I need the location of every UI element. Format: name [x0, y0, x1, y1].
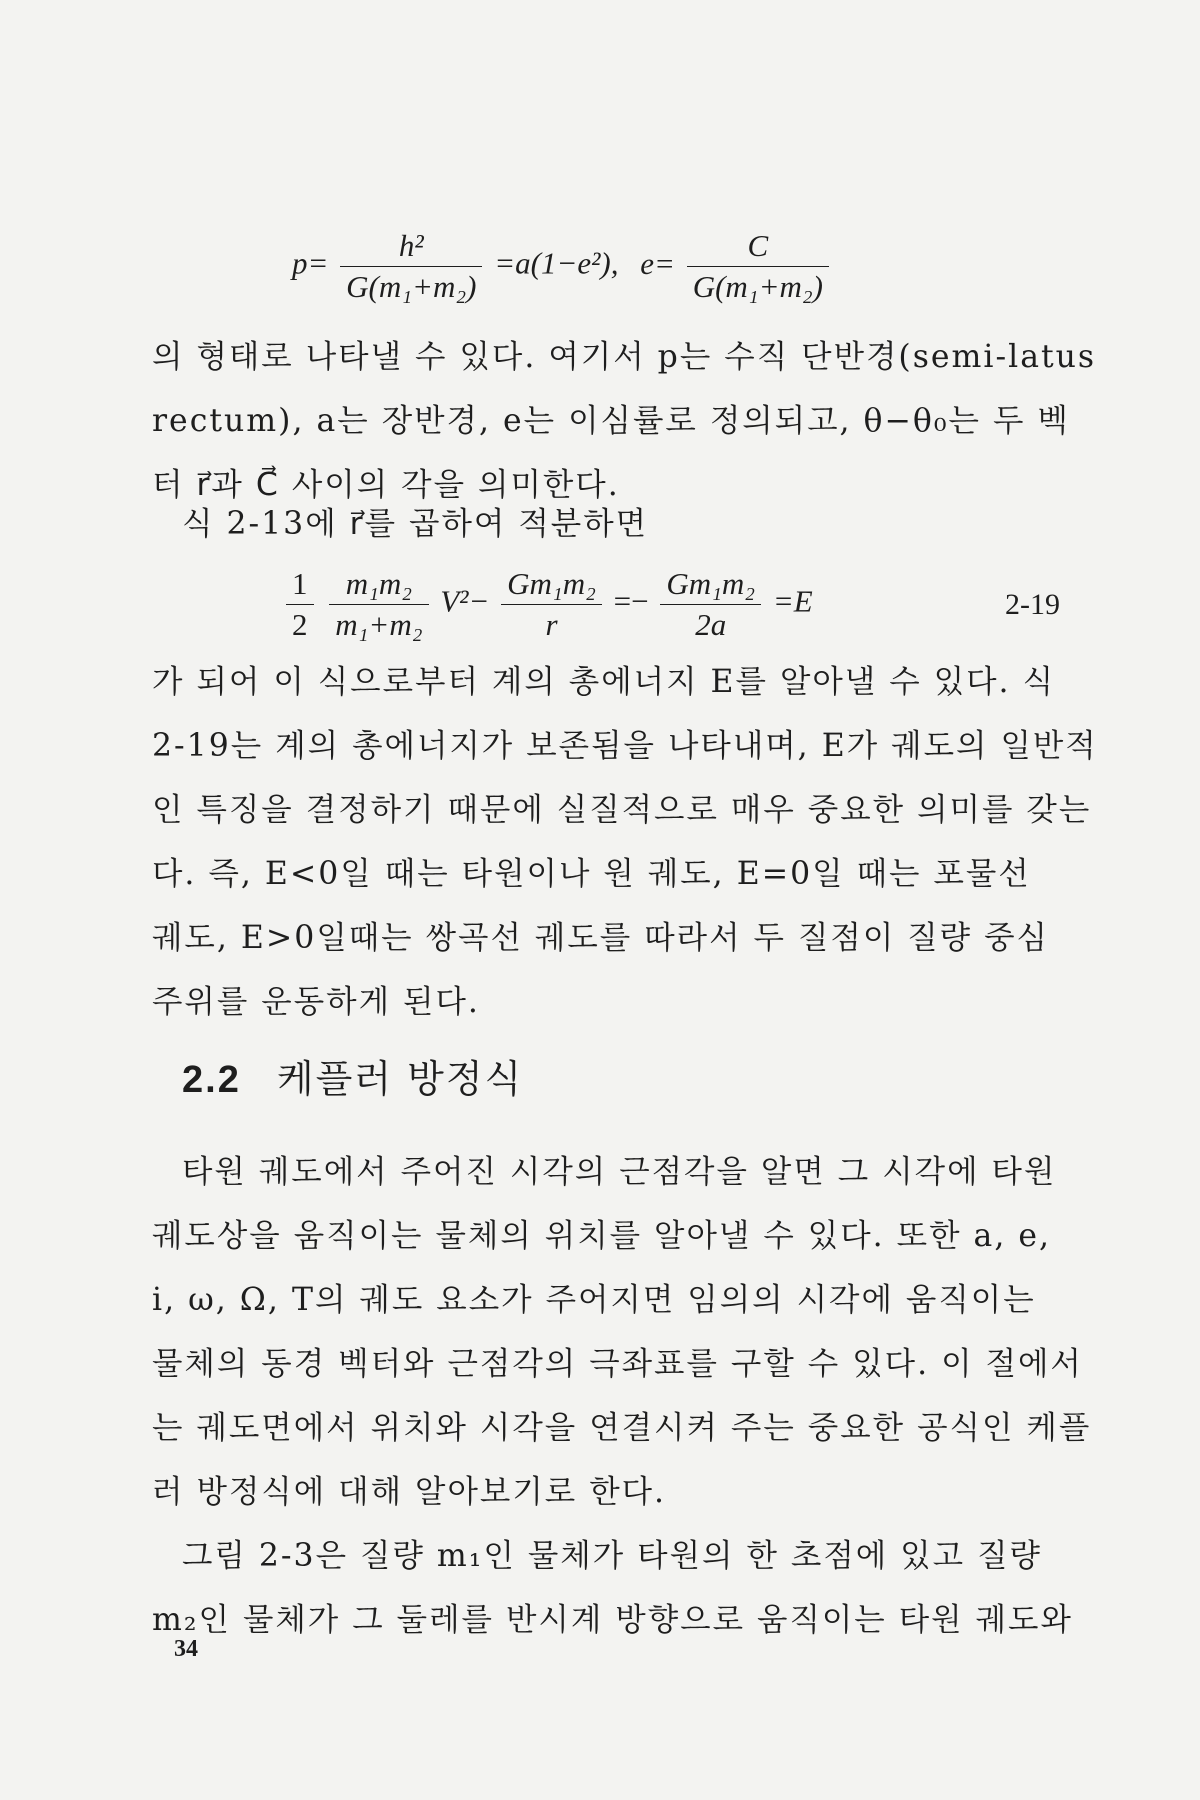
para4-line: i, ω, Ω, T의 궤도 요소가 주어지면 임의의 시각에 움직이는 [152, 1282, 1036, 1318]
eq2-f3-num: Gm₁m₂ [507, 566, 596, 601]
paragraph-energy [152, 650, 1098, 1034]
eq2-fraction-reduced-mass [329, 566, 428, 643]
para3-line: 2-19는 계의 총에너지가 보존됨을 나타내며, E가 궤도의 일반적 [152, 728, 1098, 764]
eq1-p: p= [292, 245, 329, 281]
paragraph-integrate [182, 492, 882, 556]
para1-line: 터 r⃗과 C⃗ 사이의 각을 의미한다. [152, 467, 620, 503]
eq1-frac2-den: G(m₁+m₂) [687, 266, 829, 305]
para1-line: rectum), a는 장반경, e는 이심률로 정의되고, θ−θ₀는 두 벡 [152, 403, 1070, 439]
para5-line: m₂인 물체가 그 둘레를 반시계 방향으로 움직이는 타원 궤도와 [152, 1602, 1073, 1638]
para1-line: 의 형태로 나타낼 수 있다. 여기서 p는 수직 단반경(semi-latus [152, 339, 1097, 375]
eq2-f3-den: r [501, 604, 602, 643]
eq2-fraction-half [286, 566, 314, 643]
eq2-velocity: V²− [440, 583, 490, 619]
para2-line: 식 2-13에 r⃗를 곱하여 적분하면 [182, 506, 649, 542]
eq2-fraction-potential [501, 566, 602, 643]
paragraph-figure [152, 1524, 1073, 1652]
eq2-f2-num: m₁m₂ [345, 566, 413, 601]
eq1-fraction-c [687, 228, 829, 305]
eq1-middle: =a(1−e²), [494, 245, 619, 281]
eq2-f2-den: m₁+m₂ [329, 604, 428, 643]
eq2-f1-den: 2 [286, 604, 314, 643]
eq2-f1-num: 1 [292, 566, 308, 601]
para3-line: 궤도, E>0일때는 쌍곡선 궤도를 따라서 두 질점이 질량 중심 [152, 920, 1049, 956]
eq2-f4-num: Gm₁m₂ [666, 566, 756, 601]
page-number: 34 [174, 1636, 198, 1662]
para3-line: 다. 즉, E<0일 때는 타원이나 원 궤도, E=0일 때는 포물선 [152, 856, 1031, 892]
section-number: 2.2 [182, 1059, 241, 1101]
para4-line: 물체의 동경 벡터와 근점각의 극좌표를 구할 수 있다. 이 절에서 [152, 1346, 1083, 1382]
eq1-frac1-num: h² [398, 228, 424, 263]
para3-line: 인 특징을 결정하기 때문에 실질적으로 매우 중요한 의미를 갖는 [152, 792, 1092, 828]
para3-line: 주위를 운동하게 된다. [152, 984, 480, 1020]
paragraph-semi-latus [152, 325, 1097, 517]
section-heading [182, 1048, 523, 1103]
equation-semi-latus [292, 228, 833, 305]
eq1-frac2-num: C [747, 228, 769, 263]
eq1-e: e= [640, 245, 675, 281]
eq2-fraction-energy [660, 566, 761, 643]
eq2-tail: =E [772, 583, 813, 619]
para4-line: 는 궤도면에서 위치와 시각을 연결시켜 주는 중요한 공식인 케플 [152, 1410, 1092, 1446]
paragraph-kepler-intro [152, 1140, 1092, 1524]
section-title: 케플러 방정식 [276, 1057, 524, 1101]
para5-line: 그림 2-3은 질량 m₁인 물체가 타원의 한 초점에 있고 질량 [182, 1538, 1042, 1574]
eq1-frac1-den: G(m₁+m₂) [340, 266, 482, 305]
para4-line: 타원 궤도에서 주어진 시각의 근점각을 알면 그 시각에 타원 [182, 1154, 1057, 1190]
para4-line: 궤도상을 움직이는 물체의 위치를 알아낼 수 있다. 또한 a, e, [152, 1218, 1052, 1254]
equation-energy [282, 566, 813, 643]
para3-line: 가 되어 이 식으로부터 계의 총에너지 E를 알아낼 수 있다. 식 [152, 664, 1056, 700]
eq2-f4-den: 2a [660, 604, 761, 643]
equation-number: 2-19 [1005, 588, 1060, 621]
para4-line: 러 방정식에 대해 알아보기로 한다. [152, 1474, 667, 1510]
eq1-fraction-h [340, 228, 482, 305]
eq2-equals: =− [613, 583, 649, 619]
